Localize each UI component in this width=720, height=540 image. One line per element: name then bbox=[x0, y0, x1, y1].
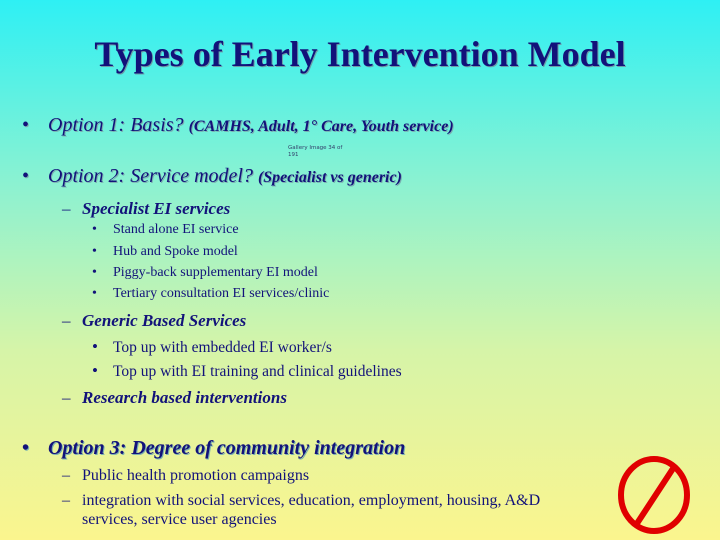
research-label: Research based interventions bbox=[82, 388, 287, 407]
list-item-text: services, service user agencies bbox=[82, 511, 277, 528]
list-item-text: Top up with EI training and clinical guidelines bbox=[113, 363, 402, 380]
bullet: • bbox=[22, 165, 30, 187]
list-item bbox=[92, 286, 329, 302]
bullet: • bbox=[92, 286, 97, 301]
option-3-text: Option 3: Degree of community integration bbox=[48, 437, 406, 459]
option-2 bbox=[22, 165, 402, 188]
list-item-continuation bbox=[62, 511, 277, 529]
gallery-note-line-1: Gallery Image 34 of bbox=[288, 145, 343, 151]
bullet: • bbox=[92, 361, 98, 380]
bullet: • bbox=[22, 114, 30, 136]
bullet: • bbox=[92, 337, 98, 356]
list-item bbox=[92, 244, 238, 260]
list-item-text: Stand alone EI service bbox=[113, 222, 239, 237]
list-item bbox=[92, 222, 239, 238]
dash: – bbox=[62, 467, 70, 484]
dash: – bbox=[62, 492, 70, 509]
specialist-heading bbox=[62, 199, 230, 219]
list-item-text: Top up with embedded EI worker/s bbox=[113, 339, 332, 356]
list-item-text: integration with social services, education, employment, housing, A&D bbox=[82, 492, 541, 509]
bullet: • bbox=[92, 222, 97, 237]
research-heading bbox=[62, 388, 287, 408]
option-2-detail: (Specialist vs generic) bbox=[257, 169, 402, 186]
option-3 bbox=[22, 437, 405, 460]
gallery-image-note bbox=[288, 145, 342, 159]
option-2-text: Option 2: Service model? bbox=[48, 165, 253, 187]
option-1-text: Option 1: Basis? bbox=[48, 114, 184, 136]
dash: – bbox=[62, 388, 71, 407]
no-symbol-icon bbox=[616, 455, 692, 535]
slide-title: Types of Early Intervention Model bbox=[94, 34, 626, 74]
generic-label: Generic Based Services bbox=[82, 311, 247, 330]
specialist-label: Specialist EI services bbox=[82, 199, 231, 218]
list-item bbox=[92, 361, 402, 381]
list-item-text: Tertiary consultation EI services/clinic bbox=[113, 286, 330, 301]
option-1-detail: (CAMHS, Adult, 1° Care, Youth service) bbox=[188, 118, 454, 135]
bullet: • bbox=[92, 265, 97, 280]
list-item-text: Hub and Spoke model bbox=[113, 244, 238, 259]
list-item bbox=[92, 265, 318, 281]
generic-heading bbox=[62, 311, 246, 331]
option-1 bbox=[22, 114, 454, 137]
bullet: • bbox=[22, 437, 30, 459]
dash: – bbox=[62, 199, 71, 218]
list-item bbox=[62, 467, 309, 485]
gallery-note-line-2: 191 bbox=[288, 152, 299, 158]
list-item bbox=[62, 492, 540, 510]
dash: – bbox=[62, 311, 71, 330]
list-item bbox=[92, 337, 332, 357]
bullet: • bbox=[92, 244, 97, 259]
list-item-text: Piggy-back supplementary EI model bbox=[113, 265, 318, 280]
list-item-text: Public health promotion campaigns bbox=[82, 467, 310, 484]
